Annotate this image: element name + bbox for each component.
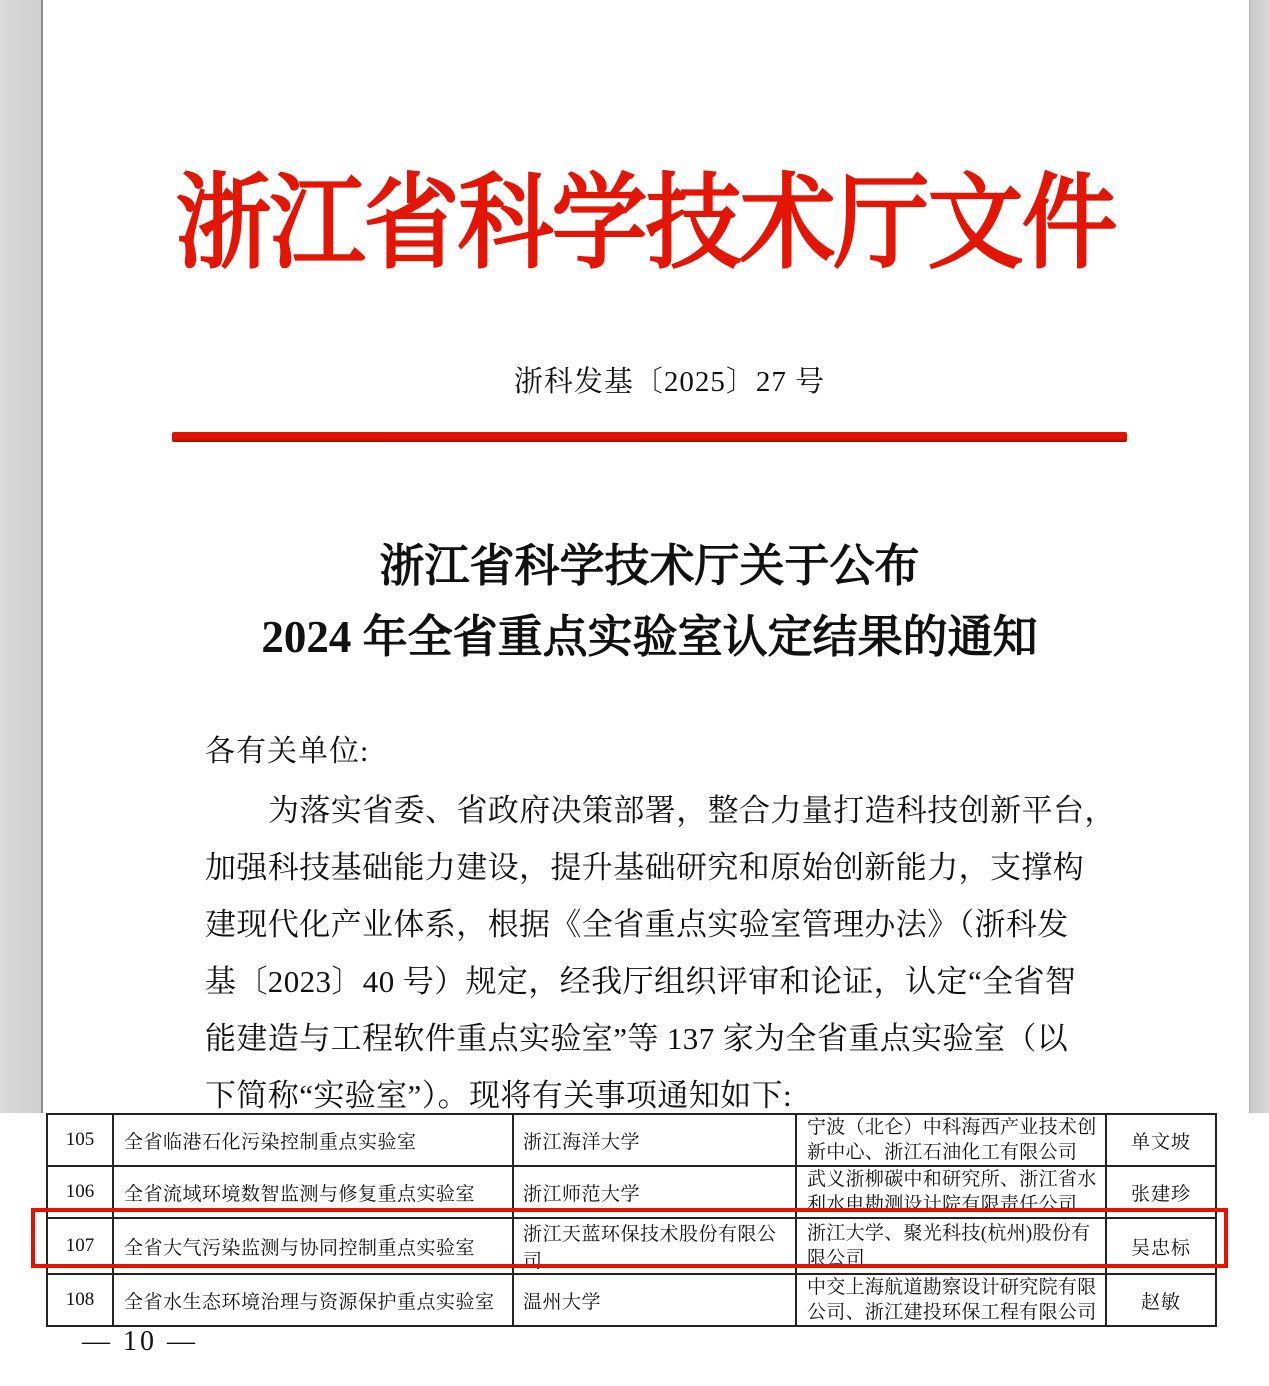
cell-director: 单文坡 bbox=[1106, 1114, 1216, 1166]
red-divider-line bbox=[172, 432, 1127, 442]
cell-lab-name: 全省大气污染监测与协同控制重点实验室 bbox=[113, 1218, 513, 1274]
cell-partner-units: 浙江大学、聚光科技(杭州)股份有限公司 bbox=[796, 1218, 1106, 1274]
labs-table-section bbox=[0, 1113, 1269, 1386]
cell-host-institution: 浙江天蓝环保技术股份有限公司 bbox=[513, 1218, 796, 1274]
document-number: 浙科发基〔2025〕27 号 bbox=[513, 366, 826, 398]
body-line: 建现代化产业体系，根据《全省重点实验室管理办法》（浙科发 bbox=[205, 907, 1069, 942]
cell-host-institution: 浙江海洋大学 bbox=[513, 1114, 796, 1166]
notice-title-line-1: 浙江省科学技术厅关于公布 bbox=[379, 541, 920, 591]
row-107-highlight-box bbox=[31, 1208, 1228, 1268]
cell-index: 107 bbox=[47, 1218, 113, 1274]
cell-lab-name: 全省临港石化污染控制重点实验室 bbox=[113, 1114, 513, 1166]
table-row bbox=[47, 1114, 1216, 1166]
notice-title-line-2: 2024 年全省重点实验室认定结果的通知 bbox=[261, 612, 1038, 662]
cell-director: 赵敏 bbox=[1106, 1274, 1216, 1326]
cell-lab-name: 全省流域环境数智监测与修复重点实验室 bbox=[113, 1166, 513, 1218]
cell-index: 105 bbox=[47, 1114, 113, 1166]
cell-host-institution: 浙江师范大学 bbox=[513, 1166, 796, 1218]
cell-partner-units: 宁波（北仑）中科海西产业技术创新中心、浙江石油化工有限公司 bbox=[796, 1114, 1106, 1166]
document-header-title: 浙江省科学技术厅文件 bbox=[175, 165, 1116, 282]
body-line: 加强科技基础能力建设，提升基础研究和原始创新能力，支撑构 bbox=[205, 850, 1085, 885]
body-line: 基〔2023〕40 号）规定，经我厅组织评审和论证，认定“全省智 bbox=[205, 964, 1077, 999]
cell-director: 张建珍 bbox=[1106, 1166, 1216, 1218]
cell-lab-name: 全省水生态环境治理与资源保护重点实验室 bbox=[113, 1274, 513, 1326]
cell-index: 106 bbox=[47, 1166, 113, 1218]
page-left-edge bbox=[0, 0, 43, 1113]
cell-host-institution: 温州大学 bbox=[513, 1274, 796, 1326]
body-line: 下简称“实验室”）。现将有关事项通知如下: bbox=[205, 1078, 793, 1113]
body-line: 为落实省委、省政府决策部署，整合力量打造科技创新平台， bbox=[268, 793, 1116, 828]
cell-index: 108 bbox=[47, 1274, 113, 1326]
cell-partner-units: 中交上海航道勘察设计研究院有限公司、浙江建投环保工程有限公司 bbox=[796, 1274, 1106, 1326]
table-row bbox=[47, 1274, 1216, 1326]
body-line: 能建造与工程软件重点实验室”等 137 家为全省重点实验室（以 bbox=[205, 1021, 1069, 1056]
cell-partner-units: 武义浙柳碳中和研究所、浙江省水利水电勘测设计院有限责任公司 bbox=[796, 1166, 1106, 1218]
salutation: 各有关单位: bbox=[205, 735, 370, 768]
cell-director: 吴忠标 bbox=[1106, 1218, 1216, 1274]
page-number: — 10 — bbox=[82, 1326, 198, 1357]
